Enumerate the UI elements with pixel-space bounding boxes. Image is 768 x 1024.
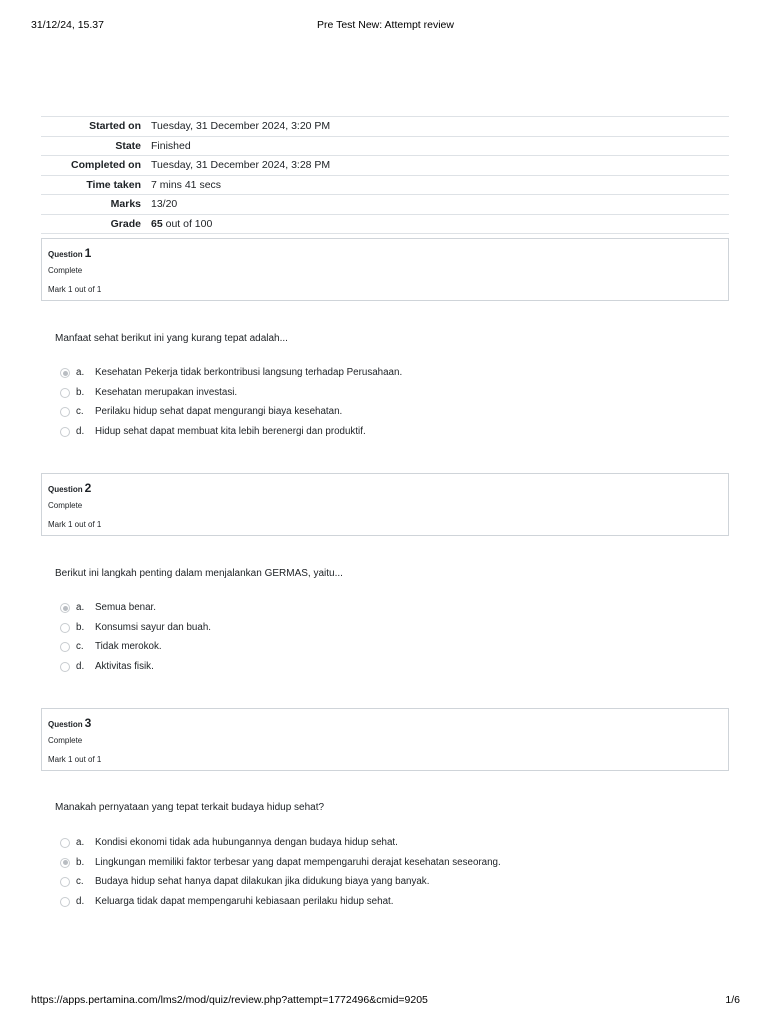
question-number (48, 246, 91, 260)
summary-row-time-taken (41, 175, 729, 195)
question-number (48, 716, 91, 730)
radio-button[interactable] (60, 642, 70, 652)
answer-text: Keluarga tidak dapat mempengaruhi kebiasaan perilaku hidup sehat. (95, 895, 394, 907)
question-label: Question (48, 250, 83, 259)
summary-label: Completed on (71, 159, 141, 172)
question-1-info (41, 238, 729, 301)
answer-letter: d. (76, 895, 85, 907)
summary-row-marks (41, 195, 729, 215)
answer-letter: b. (76, 621, 85, 633)
print-header (31, 19, 740, 33)
summary-row-grade (41, 214, 729, 234)
page-number: 1/6 (725, 994, 740, 1006)
radio-button[interactable] (60, 838, 70, 848)
question-3-info (41, 708, 729, 771)
summary-value: Finished (151, 139, 191, 152)
attempt-summary-table (41, 116, 729, 234)
answer-text: Aktivitas fisik. (95, 660, 154, 672)
summary-label: Time taken (86, 178, 141, 191)
radio-button[interactable] (60, 662, 70, 672)
summary-row-state (41, 136, 729, 156)
question-number-value: 1 (84, 246, 92, 260)
radio-button[interactable] (60, 368, 70, 378)
answer-text: Hidup sehat dapat membuat kita lebih berenergi dan produktif. (95, 425, 366, 437)
answer-letter: d. (76, 425, 85, 437)
radio-button[interactable] (60, 388, 70, 398)
answer-letter: b. (76, 856, 85, 868)
summary-label: Marks (110, 198, 141, 211)
answer-text: Lingkungan memiliki faktor terbesar yang dapat mempengaruhi derajat kesehatan seseorang. (95, 856, 501, 868)
summary-value: Tuesday, 31 December 2024, 3:28 PM (151, 159, 331, 172)
answer-text: Semua benar. (95, 602, 157, 613)
question-mark: Mark 1 out of 1 (48, 520, 102, 529)
question-mark: Mark 1 out of 1 (48, 285, 102, 294)
answer-letter: a. (76, 367, 85, 378)
radio-button[interactable] (60, 407, 70, 417)
summary-label: Grade (110, 217, 141, 230)
radio-button[interactable] (60, 427, 70, 437)
answer-letter: b. (76, 386, 85, 398)
page-url: https://apps.pertamina.com/lms2/mod/quiz/review.php?attempt=1772496&cmid=9205 (31, 994, 428, 1006)
answer-text: Kesehatan Pekerja tidak berkontribusi langsung terhadap Perusahaan. (95, 367, 403, 378)
summary-label: Started on (89, 120, 141, 133)
print-footer (31, 994, 740, 1008)
radio-button[interactable] (60, 858, 70, 868)
question-2-info (41, 473, 729, 536)
summary-value: 7 mins 41 secs (151, 178, 222, 191)
question-label: Question (48, 485, 83, 494)
question-label: Question (48, 720, 83, 729)
answer-text: Perilaku hidup sehat dapat mengurangi biaya kesehatan. (95, 406, 343, 417)
answer-text: Tidak merokok. (95, 641, 162, 652)
question-number-value: 2 (84, 481, 92, 495)
summary-row-completed-on (41, 156, 729, 176)
question-state: Complete (48, 736, 83, 745)
question-state: Complete (48, 266, 83, 275)
question-number (48, 481, 91, 495)
answer-text: Konsumsi sayur dan buah. (95, 621, 211, 633)
question-number-value: 3 (84, 716, 92, 730)
summary-row-started-on (41, 117, 729, 137)
print-title: Pre Test New: Attempt review (317, 19, 454, 31)
answer-letter: a. (76, 602, 85, 613)
summary-label: State (115, 139, 141, 152)
answer-letter: a. (76, 837, 85, 848)
answer-text: Kesehatan merupakan investasi. (95, 386, 238, 398)
summary-value: Tuesday, 31 December 2024, 3:20 PM (151, 120, 331, 133)
grade-suffix: out of 100 (162, 217, 213, 230)
answer-letter: d. (76, 660, 85, 672)
summary-value (149, 214, 729, 234)
print-datetime: 31/12/24, 15.37 (31, 19, 104, 31)
question-2-text: Berikut ini langkah penting dalam menjalankan GERMAS, yaitu... (55, 568, 343, 579)
radio-button[interactable] (60, 623, 70, 633)
question-1-text: Manfaat sehat berikut ini yang kurang tepat adalah... (55, 333, 288, 344)
radio-button[interactable] (60, 603, 70, 613)
question-state: Complete (48, 501, 83, 510)
question-mark: Mark 1 out of 1 (48, 755, 102, 764)
summary-value: 13/20 (151, 198, 178, 211)
answer-letter: c. (76, 406, 84, 417)
answer-letter: c. (76, 876, 84, 887)
radio-button[interactable] (60, 877, 70, 887)
grade-value: 65 (151, 217, 163, 230)
answer-letter: c. (76, 641, 84, 652)
answer-text: Kondisi ekonomi tidak ada hubungannya dengan budaya hidup sehat. (95, 837, 398, 848)
radio-button[interactable] (60, 897, 70, 907)
question-3-text: Manakah pernyataan yang tepat terkait budaya hidup sehat? (55, 802, 325, 813)
answer-text: Budaya hidup sehat hanya dapat dilakukan jika didukung biaya yang banyak. (95, 876, 430, 887)
